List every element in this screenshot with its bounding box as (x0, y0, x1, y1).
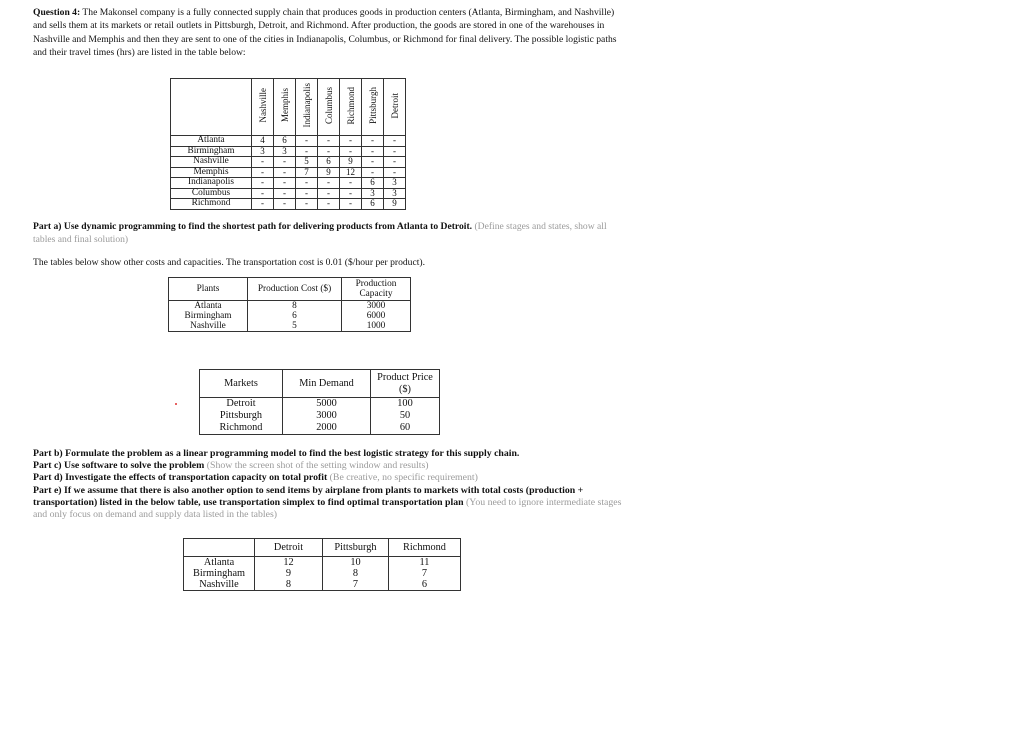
travel-cell: 9 (384, 199, 406, 210)
travel-col-header (318, 79, 340, 136)
travel-cell: - (252, 188, 274, 199)
airplane-cell: 10 (323, 557, 389, 569)
travel-cell: 7 (296, 167, 318, 178)
plants-row (169, 301, 411, 312)
travel-cell: - (318, 136, 340, 147)
travel-cell: 6 (318, 157, 340, 168)
question-paragraph (33, 6, 621, 60)
travel-row (171, 146, 406, 157)
markets-cell: 3000 (283, 410, 371, 422)
travel-cell: - (296, 199, 318, 210)
travel-row-label: Indianapolis (171, 178, 252, 189)
plants-header-plants: Plants (169, 278, 248, 301)
travel-row-label: Columbus (171, 188, 252, 199)
travel-row (171, 167, 406, 178)
plants-table (168, 277, 411, 332)
airplane-cell: 6 (389, 579, 461, 591)
travel-cell: - (318, 146, 340, 157)
travel-cell: - (362, 136, 384, 147)
travel-cell: - (252, 157, 274, 168)
travel-row-label: Nashville (171, 157, 252, 168)
travel-cell: 3 (384, 178, 406, 189)
airplane-cost-table (183, 538, 461, 591)
airplane-cell: Atlanta (184, 557, 255, 569)
travel-row (171, 136, 406, 147)
part-d-text: Part d) Investigate the effects of transportation capacity on total profit (33, 472, 328, 484)
travel-cell: - (384, 146, 406, 157)
part-b (33, 448, 633, 460)
part-b-text: Part b) Formulate the problem as a linear programming model to find the best logistic strategy for this supply chain. (33, 448, 520, 459)
travel-col-header (296, 79, 318, 136)
plants-cell: 6 (248, 311, 342, 321)
travel-cell: - (384, 136, 406, 147)
plants-cell: 8 (248, 301, 342, 312)
travel-col-label: Richmond (345, 86, 356, 125)
plants-header-cost: Production Cost ($) (248, 278, 342, 301)
travel-cell: - (274, 157, 296, 168)
travel-cell: - (274, 188, 296, 199)
travel-row (171, 188, 406, 199)
airplane-header-pittsburgh: Pittsburgh (323, 539, 389, 557)
travel-row-label: Richmond (171, 199, 252, 210)
part-d-note: (Be creative, no specific requirement) (329, 472, 478, 484)
plants-cell: Nashville (169, 321, 248, 332)
travel-cell: - (296, 178, 318, 189)
airplane-row (184, 568, 461, 579)
plants-table-header (169, 278, 411, 301)
airplane-header-detroit: Detroit (255, 539, 323, 557)
airplane-cell: 8 (323, 568, 389, 579)
part-a (33, 220, 621, 247)
travel-table-corner (171, 79, 252, 136)
markets-row (200, 410, 440, 422)
markets-table-header (200, 370, 440, 398)
red-dot-mark (175, 403, 177, 405)
airplane-cell: 9 (255, 568, 323, 579)
travel-col-label: Columbus (323, 86, 334, 124)
travel-cell: - (384, 157, 406, 168)
travel-cell: 4 (252, 136, 274, 147)
travel-cell: - (340, 136, 362, 147)
travel-row-label: Memphis (171, 167, 252, 178)
travel-cell: - (252, 167, 274, 178)
travel-cell: - (274, 178, 296, 189)
part-c (33, 460, 633, 472)
markets-cell: 5000 (283, 398, 371, 411)
plants-row (169, 321, 411, 332)
markets-cell: Pittsburgh (200, 410, 283, 422)
plants-cell: 1000 (342, 321, 411, 332)
travel-cell: 6 (362, 178, 384, 189)
plants-cell: 6000 (342, 311, 411, 321)
travel-cell: - (362, 157, 384, 168)
travel-row (171, 178, 406, 189)
markets-row (200, 422, 440, 435)
travel-col-label: Detroit (389, 92, 400, 119)
plants-cell: Atlanta (169, 301, 248, 312)
airplane-table-body (184, 557, 461, 591)
travel-cell: 9 (318, 167, 340, 178)
airplane-header-corner (184, 539, 255, 557)
markets-cell: 100 (371, 398, 440, 411)
travel-cell: - (318, 199, 340, 210)
plants-cell: 5 (248, 321, 342, 332)
travel-cell: - (296, 136, 318, 147)
travel-row (171, 199, 406, 210)
travel-cell: - (340, 178, 362, 189)
travel-cell: 6 (362, 199, 384, 210)
markets-table (199, 369, 440, 435)
travel-cell: 3 (274, 146, 296, 157)
markets-header-price: Product Price ($) (371, 370, 440, 398)
plants-row (169, 311, 411, 321)
travel-table-header (171, 79, 406, 136)
plants-cell: Birmingham (169, 311, 248, 321)
travel-cell: - (296, 188, 318, 199)
travel-cell: - (362, 167, 384, 178)
airplane-cell: 11 (389, 557, 461, 569)
travel-col-label: Indianapolis (301, 83, 312, 128)
plants-table-body (169, 301, 411, 332)
airplane-cell: Nashville (184, 579, 255, 591)
airplane-cell: 7 (323, 579, 389, 591)
travel-cell: 3 (384, 188, 406, 199)
part-c-note: (Show the screen shot of the setting window and results) (206, 460, 429, 472)
airplane-cell: 7 (389, 568, 461, 579)
markets-cell: 50 (371, 410, 440, 422)
part-e-note: (You need to ignore intermediate stages and only focus on demand and supply data listed in the tables) (33, 496, 622, 521)
travel-cell: 6 (274, 136, 296, 147)
travel-cell: 12 (340, 167, 362, 178)
airplane-row (184, 557, 461, 569)
markets-cell: Detroit (200, 398, 283, 411)
markets-cell: Richmond (200, 422, 283, 435)
travel-cell: - (274, 167, 296, 178)
question-label: Question 4: (33, 7, 81, 18)
travel-cell: - (340, 188, 362, 199)
markets-header-demand: Min Demand (283, 370, 371, 398)
airplane-row (184, 579, 461, 591)
airplane-table-header (184, 539, 461, 557)
airplane-cell: Birmingham (184, 568, 255, 579)
travel-cell: 9 (340, 157, 362, 168)
plants-cell: 3000 (342, 301, 411, 312)
travel-row-label: Atlanta (171, 136, 252, 147)
part-a-text: Part a) Use dynamic programming to find the shortest path for delivering products from Atlanta to Detroit. (33, 221, 473, 232)
part-a-note: (Define stages and states, show all tables and final solution) (33, 221, 607, 246)
travel-col-header (340, 79, 362, 136)
travel-cell: - (252, 199, 274, 210)
part-d (33, 472, 633, 484)
travel-col-label: Memphis (279, 88, 290, 123)
travel-cell: - (340, 146, 362, 157)
travel-col-header (252, 79, 274, 136)
markets-cell: 60 (371, 422, 440, 435)
plants-header-capacity: Production Capacity (342, 278, 411, 301)
travel-cell: 3 (252, 146, 274, 157)
markets-table-body (200, 398, 440, 435)
travel-col-label: Nashville (257, 88, 268, 123)
travel-cell: - (296, 146, 318, 157)
travel-cell: - (252, 178, 274, 189)
markets-row (200, 398, 440, 411)
airplane-cell: 8 (255, 579, 323, 591)
cost-intro: The tables below show other costs and capacities. The transportation cost is 0.01 ($/hour per product). (33, 257, 425, 268)
question-text: The Makonsel company is a fully connected supply chain that produces goods in production centers (Atlanta, Birmingham, and Nashville) and sells them at its markets or retail outlets in Pittsburgh, Detroit, and Richmond. After production, the goods are stored in one of the warehouses in Nashville and Memphis and then they are sent to one of the cities in Indianapolis, Columbus, or Richmond for final delivery. The possible logistic paths and their travel times (hrs) are listed in the table below: (33, 7, 617, 59)
travel-cell: - (318, 188, 340, 199)
airplane-cell: 12 (255, 557, 323, 569)
travel-cell: - (384, 167, 406, 178)
part-c-text: Part c) Use software to solve the problem (33, 460, 205, 472)
travel-row (171, 157, 406, 168)
travel-cell: - (274, 199, 296, 210)
markets-header-markets: Markets (200, 370, 283, 398)
travel-cell: 3 (362, 188, 384, 199)
travel-time-table (170, 78, 406, 210)
travel-cell: - (362, 146, 384, 157)
airplane-header-richmond: Richmond (389, 539, 461, 557)
travel-col-label: Pittsburgh (367, 87, 378, 124)
travel-table-body (171, 136, 406, 210)
travel-col-header (274, 79, 296, 136)
part-e (33, 485, 633, 522)
markets-cell: 2000 (283, 422, 371, 435)
part-e-text: Part e) If we assume that there is also another option to send items by airplane from plants to markets with total costs (production + transportation) listed in the below table, use transportation simplex to find optimal transportation plan (33, 484, 584, 508)
travel-cell: 5 (296, 157, 318, 168)
travel-cell: - (340, 199, 362, 210)
parts-b-to-e (33, 448, 633, 521)
travel-cell: - (318, 178, 340, 189)
travel-col-header (384, 79, 406, 136)
travel-row-label: Birmingham (171, 146, 252, 157)
travel-col-header (362, 79, 384, 136)
